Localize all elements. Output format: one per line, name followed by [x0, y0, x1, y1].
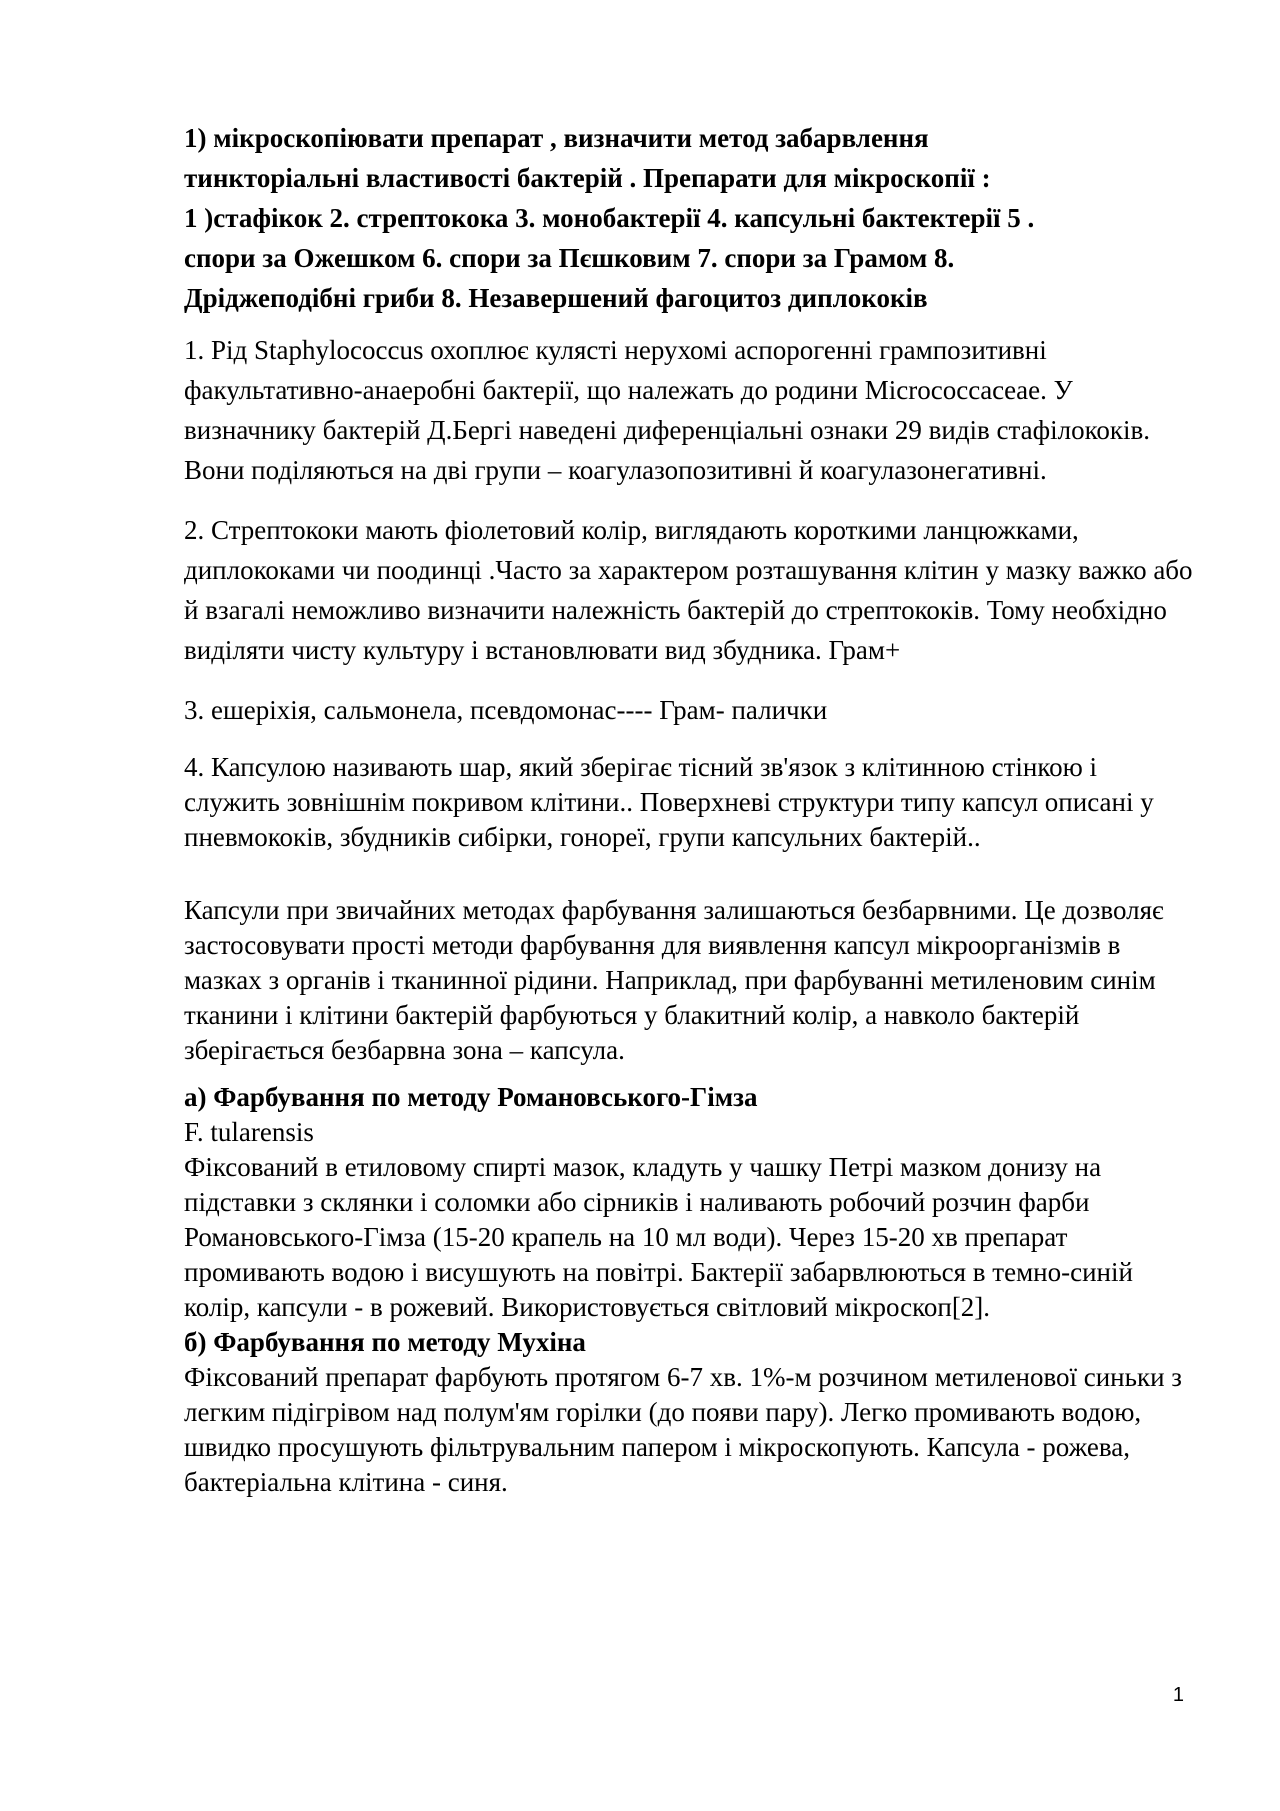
section-a-text: Фіксований в етиловому спирті мазок, кладуть у чашку Петрі мазком донизу на підставки з склянки і соломки або сірників і наливають робочий розчин фарби Романовського-Гімза (15-20 крапель на 10 мл води). Через 15-20 хв препарат промивають водою і висушують на повітрі. Бактерії забарвлюються в темно-синій колір, капсули - в рожевий. Використовується світловий мікроскоп[2]. [184, 1152, 1133, 1322]
document-page [184, 118, 1194, 1500]
paragraph-streptococcus: 2. Стрептококи мають фіолетовий колір, виглядають короткими ланцюжками, диплококами чи поодинці .Часто за характером розташування клітин у мазку важко або й взагалі неможливо визначити належність бактерій до стрептококів. Тому необхідно виділяти чисту культуру і встановлювати вид збудника. Грам+ [184, 515, 1193, 665]
section-b-title: б) Фарбування по методу Мухіна [184, 1327, 586, 1357]
section-a-subtitle: F. tularensis [184, 1117, 314, 1147]
paragraph-staphylococcus: 1. Рід Staphylococcus охоплює кулясті нерухомі аспорогенні грампозитивні факультативно-анаеробні бактерії, що належать до родини Micrococcaceae. У визначнику бактерій Д.Бергі наведені диференціальні ознаки 29 видів стафілококів. Вони поділяються на дві групи – коагулазопозитивні й коагулазонегативні. [184, 335, 1150, 485]
section-b-text: Фіксований препарат фарбують протягом 6-7 хв. 1%-м розчином метиленової синьки з легким підігрівом над полум'ям горілки (до появи пару). Легко промивають водою, швидко просушують фільтрувальним папером і мікроскопують. Капсула - рожева, бактеріальна клітина - синя. [184, 1362, 1182, 1497]
heading-line-2: тинкторіальні властивості бактерій . Препарати для мікроскопії : [184, 163, 991, 193]
task-heading [184, 118, 1194, 318]
heading-line-3: 1 )стафікок 2. стрептокока 3. монобактерії 4. капсульні бактектерії 5 . [184, 203, 1035, 233]
paragraph-capsule-staining: Капсули при звичайних методах фарбування залишаються безбарвними. Це дозволяє застосовувати прості методи фарбування для виявлення капсул мікроорганізмів в мазках з органів і тканинної рідини. Наприклад, при фарбуванні метиленовим синім тканини і клітини бактерій фарбуються у блакитний колір, а навколо бактерій зберігається безбарвна зона – капсула. [184, 895, 1164, 1065]
paragraph-capsule: 4. Капсулою називають шар, який зберігає тісний зв'язок з клітинною стінкою і служить зовнішнім покривом клітини.. Поверхневі структури типу капсул описані у пневмококів, збудників сибірки, гонореї, групи капсульних бактерій.. [184, 752, 1154, 852]
section-romanowsky-giemsa [184, 1080, 1194, 1325]
heading-line-1: 1) мікроскопіювати препарат , визначити метод забарвлення [184, 123, 929, 153]
page-number: 1 [1172, 1684, 1184, 1706]
heading-line-5: Дріджеподібні гриби 8. Незавершений фагоцитоз диплококів [184, 283, 928, 313]
section-mukhin [184, 1325, 1194, 1500]
section-a-title: а) Фарбування по методу Романовського-Гімза [184, 1082, 758, 1112]
paragraph-gram-negative: 3. ешеріхія, сальмонела, псевдомонас---- Грам- палички [184, 695, 828, 725]
heading-line-4: спори за Ожешком 6. спори за Пєшковим 7. спори за Грамом 8. [184, 243, 955, 273]
